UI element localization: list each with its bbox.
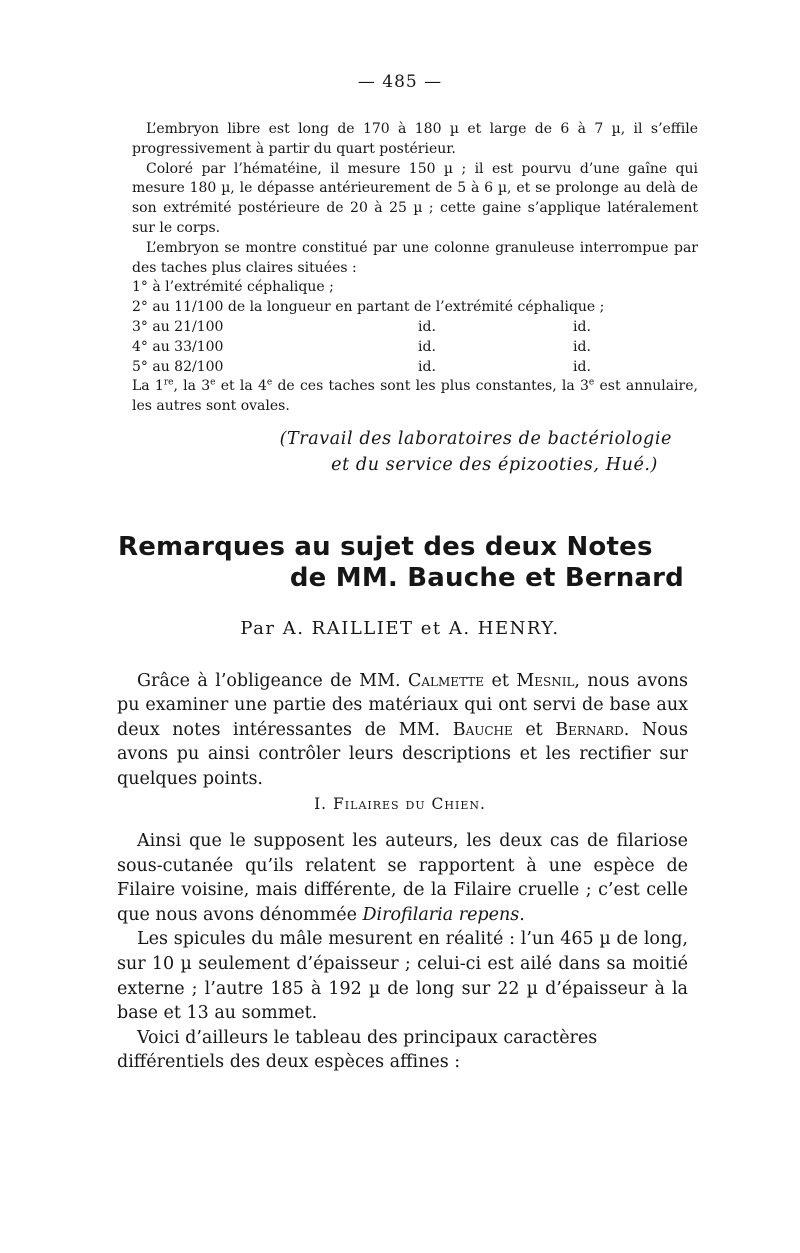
- superscript: e: [210, 377, 216, 388]
- list-cell: id.: [418, 358, 436, 375]
- text-run: . Nous avons pu ainsi contrôler leurs descriptions et les rectifier sur quelques points.: [117, 719, 688, 789]
- text-run: La 1: [132, 378, 164, 395]
- list-cell: 3° au 21/100: [132, 318, 224, 335]
- author-name: Bernard: [555, 719, 624, 740]
- author-name: Bauche: [452, 719, 513, 740]
- text-run: est annulaire, les autres sont ovales.: [132, 378, 698, 415]
- article-intro: [117, 669, 688, 791]
- text-run: .: [519, 904, 525, 925]
- list-row: [132, 318, 698, 338]
- paragraph-embryo-size: L’embryon libre est long de 170 à 180 µ et large de 6 à 7 µ, il s’effile progressivement à partir du quart postérieur.: [132, 121, 698, 157]
- text-run: et la 4: [215, 378, 267, 395]
- list-item: 2° au 11/100 de la longueur en partant de l’extrémité céphalique ;: [132, 299, 605, 316]
- text-run: et: [484, 671, 517, 691]
- paragraph-embryo-structure: L’embryon se montre constitué par une colonne granuleuse interrompue par des taches plus claires situées :: [132, 239, 698, 276]
- text-run: Grâce à l’obligeance de MM.: [137, 671, 408, 691]
- list-item: 1° à l’extrémité céphalique ;: [132, 279, 334, 296]
- affiliation-credit: [232, 426, 672, 478]
- article-title-line2: de MM. Bauche et Bernard: [289, 563, 684, 593]
- list-cell: id.: [418, 318, 436, 335]
- section-number: I.: [314, 795, 334, 813]
- list-row: [132, 338, 698, 358]
- section-heading: [0, 795, 800, 813]
- species-name: Dirofilaria repens: [362, 904, 520, 925]
- list-cell: 4° au 33/100: [132, 338, 224, 355]
- section-body: [117, 829, 688, 1075]
- embryo-description: [132, 120, 698, 417]
- text-run: , la 3: [173, 378, 211, 395]
- text-run: , nous avons pu examiner une partie des matériaux qui ont servi de base aux deux notes intéressantes de MM.: [117, 671, 689, 740]
- list-cell: id.: [573, 358, 591, 375]
- page-number: — 485 —: [357, 72, 443, 92]
- credit-line: et du service des épizooties, Hué.): [331, 455, 658, 475]
- list-row: [132, 358, 698, 378]
- section-title: Filaires du Chien.: [333, 795, 486, 813]
- author-name: Mesnil: [516, 671, 575, 691]
- article-byline: Par A. RAILLIET et A. HENRY.: [240, 618, 560, 639]
- paragraph-spots: [132, 377, 698, 417]
- superscript: e: [588, 377, 595, 388]
- list-cell: id.: [573, 318, 591, 335]
- list-cell: id.: [573, 338, 591, 355]
- paragraph-embryo-staining: Coloré par l’hématéine, il mesure 150 µ ; il est pourvu d’une gaîne qui mesure 180 µ, le dépasse antérieurement de 5 à 6 µ, et se prolonge au delà de son extrémité postérieure de 20 à 25 µ ; cette gaine s’applique latéralement sur le corps.: [132, 160, 698, 236]
- list-cell: 5° au 82/100: [132, 358, 224, 375]
- paragraph-table-intro: Voici d’ailleurs le tableau des principaux caractères différentiels des deux espèces affines :: [117, 1027, 598, 1073]
- credit-line: (Travail des laboratoires de bactériologie: [279, 429, 672, 449]
- paragraph-spicules: Les spicules du mâle mesurent en réalité : l’un 465 µ de long, sur 10 µ seulement d’épaisseur ; celui-ci est ailé dans sa moitié externe ; l’autre 185 à 192 µ de long sur 22 µ d’épaisseur à la base et 13 au sommet.: [117, 929, 688, 1024]
- paragraph-filariosis: [117, 829, 688, 927]
- superscript: re: [163, 377, 174, 388]
- text-run: et: [512, 719, 556, 740]
- text-run: de ces taches sont les plus constantes, la 3: [272, 378, 589, 395]
- author-name: Calmette: [408, 671, 485, 691]
- paragraph-intro: [117, 669, 688, 791]
- text-run: Ainsi que le supposent les auteurs, les deux cas de filariose sous-cutanée qu’ils relatent se rapportent à une espèce de Filaire voisine, mais différente, de la Filaire cruelle ; c’est celle que nous avons dénommée: [117, 831, 688, 925]
- list-cell: id.: [418, 338, 436, 355]
- superscript: e: [266, 377, 273, 388]
- article-title-line1: Remarques au sujet des deux Notes: [118, 532, 653, 562]
